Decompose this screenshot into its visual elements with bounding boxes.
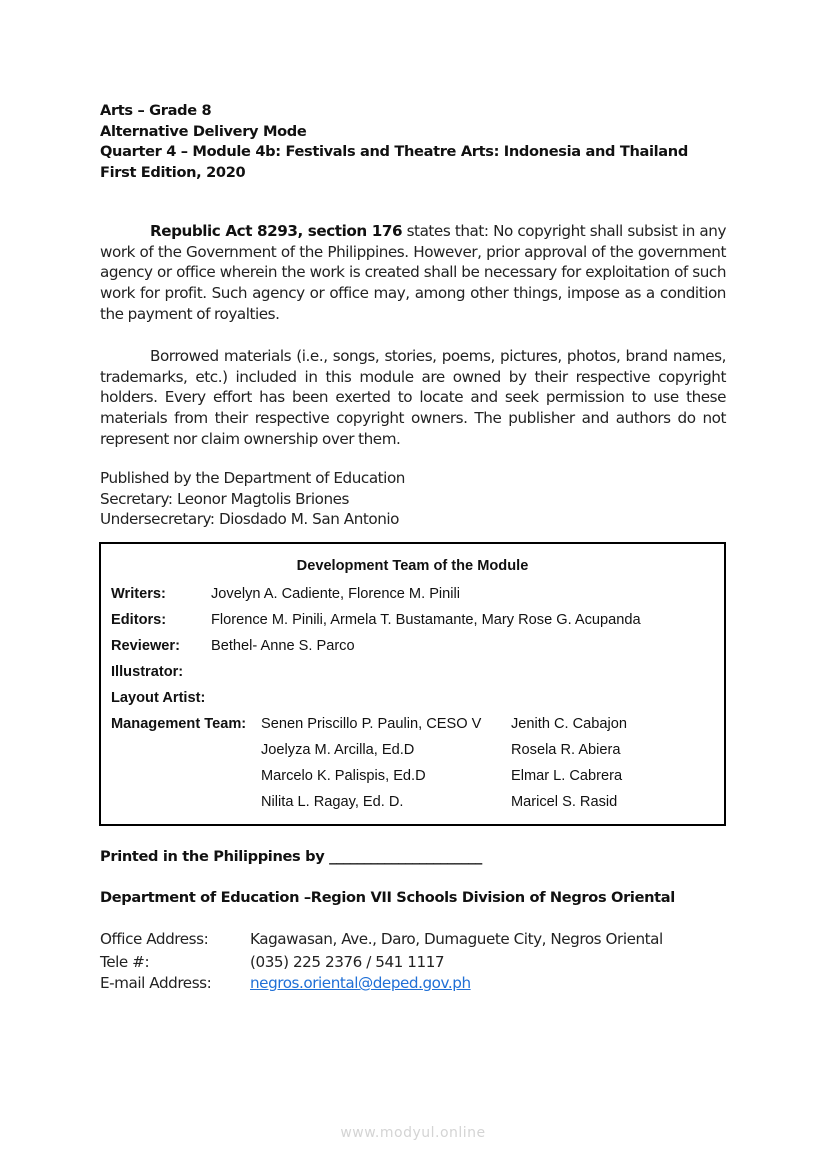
management-team-label-row <box>111 716 246 732</box>
team-row-layout-artist <box>111 690 205 706</box>
law-reference: Republic Act 8293, section 176 <box>150 222 403 240</box>
team-row-writers <box>111 586 460 602</box>
module-header <box>100 101 730 183</box>
email-row <box>100 974 471 992</box>
delivery-mode: Alternative Delivery Mode <box>100 122 307 140</box>
watermark: www.modyul.online <box>340 1125 486 1141</box>
subject-grade: Arts – Grade 8 <box>100 102 212 119</box>
role-label: Reviewer: <box>111 638 180 654</box>
division-name: Department of Education –Region VII Schools Division of Negros Oriental <box>100 889 675 906</box>
telephone-value: (035) 225 2376 / 541 1117 <box>250 953 445 971</box>
borrowed-materials-text: Borrowed materials (i.e., songs, stories, poems, pictures, photos, brand names, trademarks, etc.) included in this module are owned by their respective copyright holders. Every effort has been exerted to locate and seek permission to use these materials from their respective copyright owners. The publisher and authors do not represent nor claim ownership over them. <box>100 347 726 448</box>
management-member: Marcelo K. Palispis, Ed.D <box>261 768 426 784</box>
printed-by: Printed in the Philippines by ______________________ <box>100 848 482 865</box>
email-label: E-mail Address: <box>100 974 212 992</box>
management-member: Rosela R. Abiera <box>511 742 621 758</box>
email-link[interactable]: negros.oriental@deped.gov.ph <box>250 974 471 992</box>
telephone-row <box>100 953 444 971</box>
role-label: Writers: <box>111 586 166 602</box>
role-label: Editors: <box>111 612 167 628</box>
edition: First Edition, 2020 <box>100 163 246 181</box>
office-address-value: Kagawasan, Ave., Daro, Dumaguete City, Negros Oriental <box>250 930 663 948</box>
undersecretary: Undersecretary: Diosdado M. San Antonio <box>100 510 399 528</box>
secretary: Secretary: Leonor Magtolis Briones <box>100 489 349 508</box>
role-value: Jovelyn A. Cadiente, Florence M. Pinili <box>211 586 461 602</box>
management-team-label: Management Team: <box>111 716 247 732</box>
management-member: Elmar L. Cabrera <box>511 768 623 784</box>
team-title: Development Team of the Module <box>296 558 529 574</box>
management-member: Maricel S. Rasid <box>511 794 618 810</box>
office-address-label: Office Address: <box>100 930 209 948</box>
law-text: states that: No copyright shall subsist in any work of the Government of the Philippines. However, prior approval of the government agency or office wherein the work is created shall be necessary for exploitation of such work for profit. Such agency or office may, among other things, impose as a condition the payment of royalties. <box>100 222 726 323</box>
team-row-illustrator <box>111 664 211 680</box>
management-member: Jenith C. Cabajon <box>511 716 628 732</box>
development-team-box <box>99 542 726 826</box>
borrowed-materials-paragraph <box>100 346 726 450</box>
role-label: Layout Artist: <box>111 690 206 706</box>
office-address-row <box>100 930 663 948</box>
team-row-reviewer <box>111 638 355 654</box>
role-value: Bethel- Anne S. Parco <box>211 638 355 654</box>
telephone-label: Tele #: <box>100 953 150 971</box>
module-title: Quarter 4 – Module 4b: Festivals and Theatre Arts: Indonesia and Thailand <box>100 143 688 160</box>
publisher-info <box>100 468 405 530</box>
published-by: Published by the Department of Education <box>100 469 405 487</box>
role-label: Illustrator: <box>111 664 184 680</box>
team-row-editors <box>111 612 641 628</box>
management-member: Senen Priscillo P. Paulin, CESO V <box>261 716 482 732</box>
management-member: Nilita L. Ragay, Ed. D. <box>261 794 404 810</box>
management-member: Joelyza M. Arcilla, Ed.D <box>261 742 415 758</box>
copyright-paragraph <box>100 221 726 325</box>
role-value: Florence M. Pinili, Armela T. Bustamante, Mary Rose G. Acupanda <box>211 612 641 628</box>
